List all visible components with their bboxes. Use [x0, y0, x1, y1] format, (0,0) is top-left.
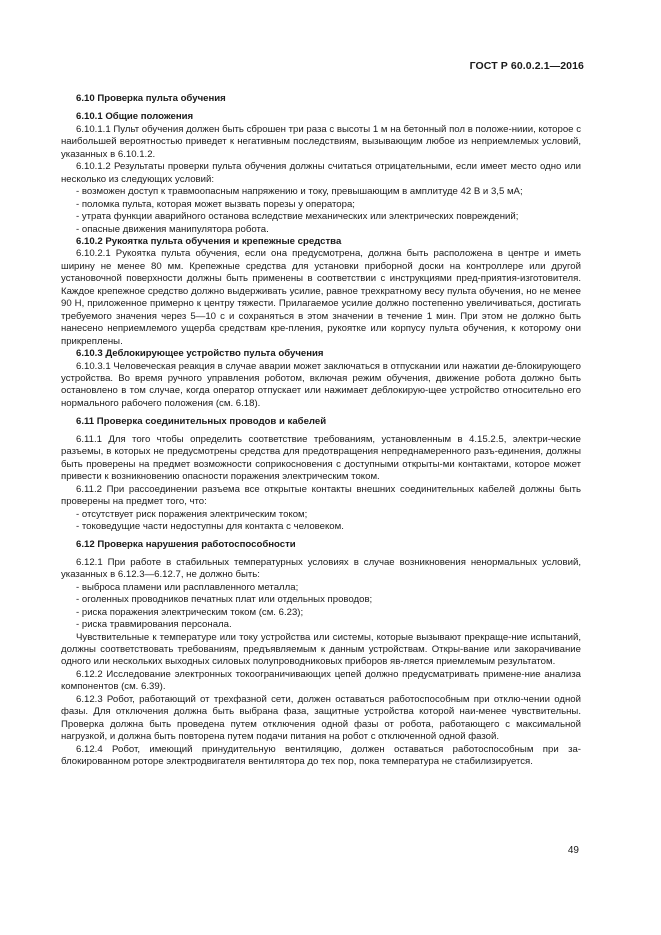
list-item: - риска травмирования персонала.	[76, 619, 232, 631]
paragraph: Чувствительные к температуре или току устройства или системы, которые вызывают прекраще-ние испытаний, должны соответствовать требованиям, предъявляемым к данным устройствам. Откры-вание или закорачивание одного или нескольких выходных силовых полупроводниковых приборов яв-ляется приемлемым результатом.	[61, 631, 581, 668]
section-heading: 6.10 Проверка пульта обучения	[76, 93, 226, 104]
paragraph: 6.12.1 При работе в стабильных температурных условиях в случае возникновения ненормальных условий, указанных в 6.12.3—6.12.7, не должно быть:	[61, 556, 581, 581]
subsection-heading: 6.10.3 Деблокирующее устройство пульта обучения	[76, 348, 324, 360]
document-body	[61, 93, 581, 769]
paragraph: 6.10.3.1 Человеческая реакция в случае аварии может заключаться в отпускании или нажатии де-блокирующего устройства. Во время ручного управления роботом, включая режим обучения, движение робота должно быть остановлено в том случае, когда оператор отпускает или нажимает деблокирую-щее устройство относительно его нормального рабочего положения (см. 6.18).	[61, 360, 581, 409]
list-item: - отсутствует риск поражения электрическим током;	[76, 508, 308, 520]
paragraph: 6.10.2.1 Рукоятка пульта обучения, если она предусмотрена, должна быть расположена в центре и иметь ширину не менее 80 мм. Крепежные средства для установки приборной доски на контроллере или другой установочной поверхности должны быть применены в соответствии с инструкциями пред-приятия-изготовителя. Каждое крепежное средство должно выдерживать усилие, равное трехкратному весу пульта обучения, но не менее 90 Н, приложенное примерно к центру тяжести. Прилагаемое усилие должно постепенно увеличиваться, достигать требуемого значения через 5—10 с и сохраняться в этом значении в течение 1 мин. При этом не должно быть нанесено неприемлемого ущерба средствам кре-пления, рукоятке или корпусу пульта обучения, к которому они прикреплены.	[61, 248, 581, 347]
paragraph: 6.12.3 Робот, работающий от трехфазной сети, должен оставаться работоспособным при отклю-чении одной фазы. Для отключения должна быть выбрана фаза, защитные устройства которой наи-менее чувствительны. Проверка должна быть проведена путем отключения одной фазы от робота, работающего с максимальной нагрузкой, и должна быть повторена путем подачи питания на робот с отключенной одной фазой.	[61, 693, 581, 743]
list-item: - оголенных проводников печатных плат или отдельных проводов;	[76, 594, 373, 606]
list-item: - возможен доступ к травмоопасным напряжению и току, превышающим в амплитуде 42 В и 3,5 мА;	[76, 186, 523, 198]
list-item: - выброса пламени или расплавленного металла;	[76, 581, 299, 593]
paragraph: 6.12.4 Робот, имеющий принудительную вентиляцию, должен оставаться работоспособным при за-блокированном роторе электродвигателя вентилятора до тех пор, пока температура не стабилизируется.	[61, 743, 581, 768]
list-item: - токоведущие части недоступны для контакта с человеком.	[76, 520, 344, 532]
list-item: - утрата функции аварийного останова вследствие механических или электрических повреждений;	[76, 211, 519, 223]
paragraph: 6.12.2 Исследование электронных токоограничивающих цепей должно предусматривать примене-ние анализа компонентов (см. 6.39).	[61, 668, 581, 693]
paragraph: 6.11.1 Для того чтобы определить соответствие требованиям, установленным в 4.15.2.5, электри-ческие разъемы, в которых не предусмотрены средства для предотвращения непреднамеренного разъ-единения, должны быть проверены на предмет возможности соприкосновения с доступными открыты-ми контактами, которое может привести к возникновению опасности поражения электрическим током.	[61, 433, 581, 483]
list-item: - опасные движения манипулятора робота.	[76, 223, 269, 235]
subsection-heading: 6.10.2 Рукоятка пульта обучения и крепежные средства	[76, 235, 342, 247]
document-header: ГОСТ Р 60.0.2.1—2016	[469, 60, 584, 72]
paragraph: 6.10.1.1 Пульт обучения должен быть сброшен три раза с высоты 1 м на бетонный пол в положе-ниии, которое с наибольшей вероятностью приведет к негативным последствиям, вызывающим любое из неприемлемых условий, указанных в 6.10.1.2.	[61, 123, 581, 160]
list-item: - поломка пульта, которая может вызвать порезы у оператора;	[76, 198, 355, 210]
paragraph: 6.11.2 При рассоединении разъема все открытые контакты внешних соединительных кабелей должны быть проверены на предмет того, что:	[61, 483, 581, 508]
list-item: - риска поражения электрическим током (см. 6.23);	[76, 606, 304, 618]
paragraph: 6.10.1.2 Результаты проверки пульта обучения должны считаться отрицательными, если имеет место одно или несколько из следующих условий:	[61, 161, 581, 185]
section-heading: 6.11 Проверка соединительных проводов и кабелей	[76, 416, 327, 428]
page-number: 49	[567, 845, 579, 856]
subsection-heading: 6.10.1 Общие положения	[76, 111, 194, 123]
section-heading: 6.12 Проверка нарушения работоспособности	[76, 539, 296, 551]
